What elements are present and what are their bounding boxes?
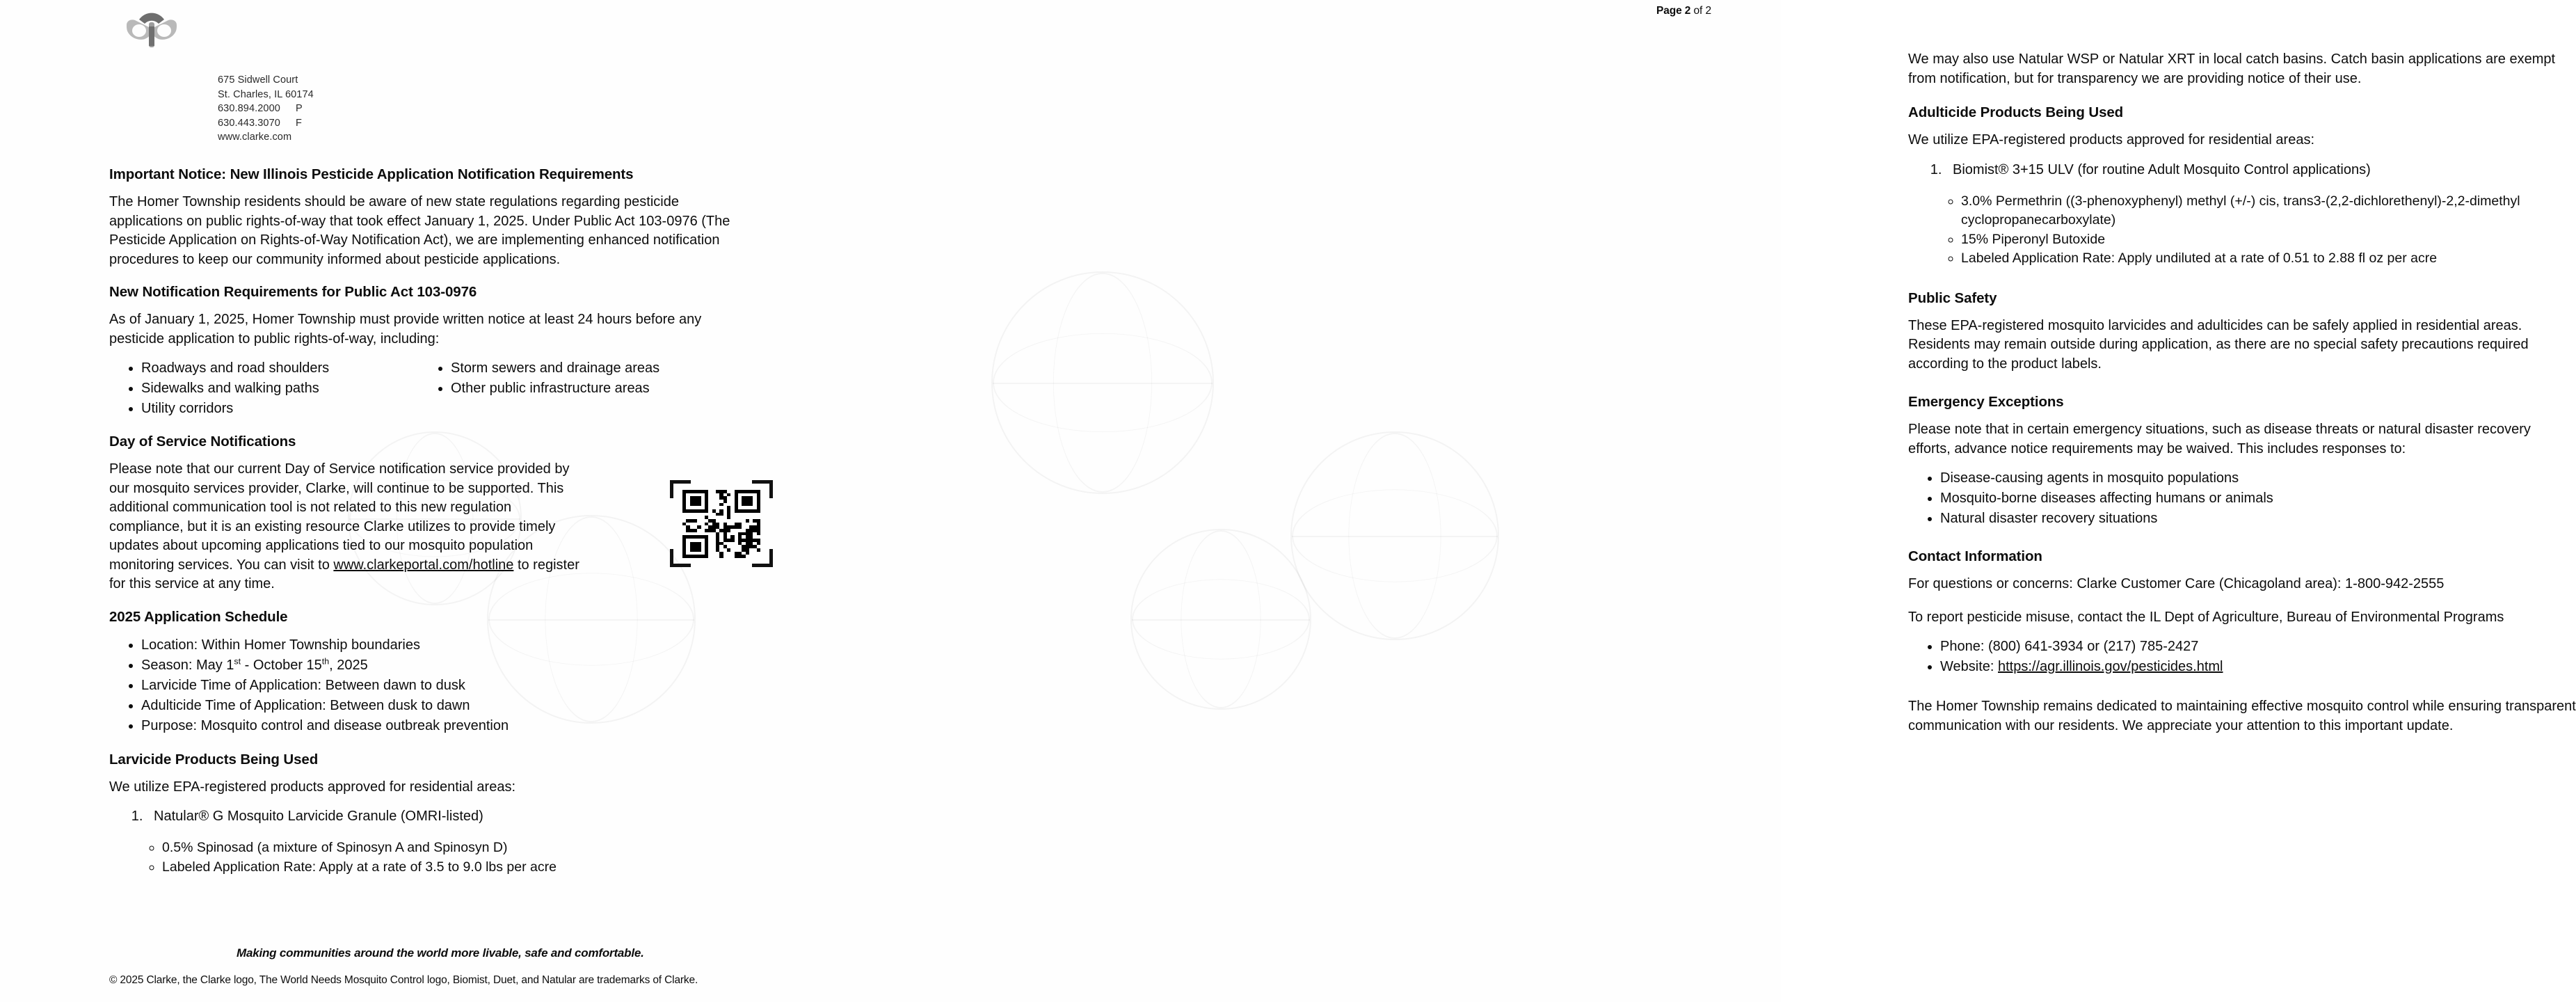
right-page-content — [1908, 50, 2576, 749]
emergency-exceptions-list — [1908, 468, 2576, 528]
page-right — [901, 0, 2576, 1002]
list-item: • Location: Within Homer Township boundaries — [141, 635, 756, 655]
globe-watermark — [991, 271, 1214, 494]
public-safety-heading: Public Safety — [1908, 289, 1997, 306]
illinois-pesticides-link[interactable]: https://agr.illinois.gov/pesticides.html — [1998, 659, 2223, 674]
list-item: • Larvicide Time of Application: Between dawn to dusk — [141, 676, 756, 695]
contact-customer-care: For questions or concerns: Clarke Customer Care (Chicagoland area): 1-800-942-2555 — [1908, 576, 2445, 591]
list-item: ◦ Labeled Application Rate: Apply at a rate of 3.5 to 9.0 lbs per acre — [162, 858, 756, 877]
adulticide-heading: Adulticide Products Being Used — [1908, 104, 2124, 120]
list-item: • Other public infrastructure areas — [451, 379, 756, 398]
list-item: ◦ Labeled Application Rate: Apply undiluted at a rate of 0.51 to 2.88 fl oz per acre — [1961, 249, 2576, 269]
globe-watermark — [1290, 431, 1499, 640]
contact-details-list — [1908, 637, 2576, 676]
page-number-current: Page 2 — [1656, 5, 1691, 17]
day-of-service-paragraph — [109, 460, 589, 594]
requirements-heading: New Notification Requirements for Public Act 103-0976 — [109, 284, 477, 300]
larvicide-heading: Larvicide Products Being Used — [109, 751, 319, 768]
list-item: • Adulticide Time of Application: Between dusk to dawn — [141, 696, 756, 715]
contact-report-misuse: To report pesticide misuse, contact the IL Dept of Agriculture, Bureau of Environmental Programs — [1908, 609, 2504, 625]
letterhead-address — [218, 73, 314, 145]
phone-number: 630.894.2000 — [218, 103, 280, 114]
page-left — [0, 0, 901, 1002]
season-middle: - October 15 — [241, 657, 322, 673]
phone-row — [218, 102, 314, 116]
list-item: ◦ 15% Piperonyl Butoxide — [1961, 230, 2576, 250]
list-item: 1. Biomist® 3+15 ULV (for routine Adult Mosquito Control applications) — [1946, 160, 2576, 180]
public-safety-paragraph: These EPA-registered mosquito larvicides and adulticides can be safely applied in residential areas. Residents may remain outside during application, as there are no special safety precautions required according to the product labels. — [1908, 317, 2529, 372]
clarke-portal-hotline-link[interactable]: www.clarkeportal.com/hotline — [333, 557, 514, 573]
page-number — [1656, 5, 1711, 17]
larvicide-product-list — [109, 806, 756, 826]
emergency-exceptions-heading: Emergency Exceptions — [1908, 394, 2064, 410]
page-number-total: of 2 — [1690, 5, 1711, 17]
requirements-list-col1 — [109, 358, 419, 418]
day-of-service-heading: Day of Service Notifications — [109, 434, 296, 450]
season-sup-th: th — [321, 655, 330, 666]
season-sup-st: st — [234, 655, 241, 666]
clarke-logo — [120, 6, 184, 56]
schedule-list — [109, 635, 756, 735]
website-url: www.clarke.com — [218, 132, 292, 143]
address-street: 675 Sidwell Court — [218, 74, 298, 86]
requirements-list-col2 — [419, 358, 756, 398]
fax-label: F — [296, 117, 302, 129]
schedule-heading: 2025 Application Schedule — [109, 608, 288, 625]
larvicide-intro: We utilize EPA-registered products approved for residential areas: — [109, 779, 515, 795]
season-prefix: Season: May 1 — [141, 657, 234, 673]
list-item: ◦ 3.0% Permethrin ((3-phenoxyphenyl) methyl (+/-) cis, trans3-(2,2-dichlorethenyl)-2,2-dimethyl cyclopropanecarboxylate) — [1961, 192, 2576, 230]
fax-row — [218, 116, 314, 131]
requirements-column-1 — [109, 358, 419, 419]
adulticide-product-list — [1908, 160, 2576, 180]
catch-basin-paragraph: We may also use Natular WSP or Natular XRT in local catch basins. Catch basin applications are exempt from notification, but for transparency we are providing notice of their use. — [1908, 51, 2556, 86]
phone-label: P — [296, 103, 303, 114]
list-item-website — [1940, 657, 2576, 676]
fax-number: 630.443.3070 — [218, 117, 280, 129]
requirements-list — [109, 358, 756, 419]
emergency-exceptions-paragraph: Please note that in certain emergency situations, such as disease threats or natural disaster recovery efforts, advance notice requirements may be waived. This includes responses to: — [1908, 422, 2531, 456]
list-item: • Sidewalks and walking paths — [141, 379, 419, 398]
requirements-column-2 — [419, 358, 756, 419]
list-item: • Mosquito-borne diseases affecting humans or animals — [1940, 488, 2576, 508]
copyright-notice: © 2025 Clarke, the Clarke logo, The World Needs Mosquito Control logo, Biomist, Duet, and Natular are trademarks of Clarke. — [109, 974, 698, 986]
day-of-service-text-before: Please note that our current Day of Service notification service provided by our mosquito services provider, Clarke, will continue to be supported. This additional communication tool is not related to this new regulation compliance, but it is an existing resource Clarke utilizes to provide timely updates about upcoming applications tied to our mosquito population monitoring services. You can visit to — [109, 461, 570, 573]
list-item: • Disease-causing agents in mosquito populations — [1940, 468, 2576, 488]
notice-heading: Important Notice: New Illinois Pesticide Application Notification Requirements — [109, 166, 634, 182]
clarke-hotline-qr-code[interactable] — [670, 480, 773, 567]
list-item: • Natural disaster recovery situations — [1940, 509, 2576, 528]
list-item: • Roadways and road shoulders — [141, 358, 419, 378]
list-item-phone: • Phone: (800) 641-3934 or (217) 785-2427 — [1940, 637, 2576, 656]
list-item-season — [141, 655, 756, 675]
list-item: 1. Natular® G Mosquito Larvicide Granule (OMRI-listed) — [147, 806, 756, 826]
notice-paragraph: The Homer Township residents should be aware of new state regulations regarding pesticide applications on public rights-of-way that took effect January 1, 2025. Under Public Act 103-0976 (The Pesticide Application on Rights-of-Way Notification Act), we are implementing enhanced notification procedures to keep our community informed about pesticide applications. — [109, 194, 730, 267]
website-label: Website: — [1940, 659, 1998, 674]
larvicide-detail-list — [109, 838, 756, 877]
adulticide-detail-list — [1908, 192, 2576, 269]
globe-watermark — [1130, 529, 1311, 710]
list-item: • Storm sewers and drainage areas — [451, 358, 756, 378]
address-city-state-zip: St. Charles, IL 60174 — [218, 88, 314, 100]
adulticide-intro: We utilize EPA-registered products approved for residential areas: — [1908, 132, 2314, 148]
contact-information-heading: Contact Information — [1908, 548, 2042, 564]
list-item: ◦ 0.5% Spinosad (a mixture of Spinosyn A and Spinosyn D) — [162, 838, 756, 858]
season-suffix: , 2025 — [329, 657, 368, 673]
list-item: • Utility corridors — [141, 399, 419, 418]
qr-code-matrix — [682, 490, 760, 558]
day-of-service-text-after: to register for this service at any time. — [109, 557, 579, 591]
left-page-content — [109, 166, 756, 881]
company-tagline: Making communities around the world more livable, safe and comfortable. — [237, 946, 644, 960]
closing-paragraph: The Homer Township remains dedicated to maintaining effective mosquito control while ensuring transparent communication with our residents. We appreciate your attention to this important update. — [1908, 699, 2576, 733]
requirements-paragraph: As of January 1, 2025, Homer Township must provide written notice at least 24 hours before any pesticide application to public rights-of-way, including: — [109, 312, 702, 347]
list-item: • Purpose: Mosquito control and disease outbreak prevention — [141, 716, 756, 735]
